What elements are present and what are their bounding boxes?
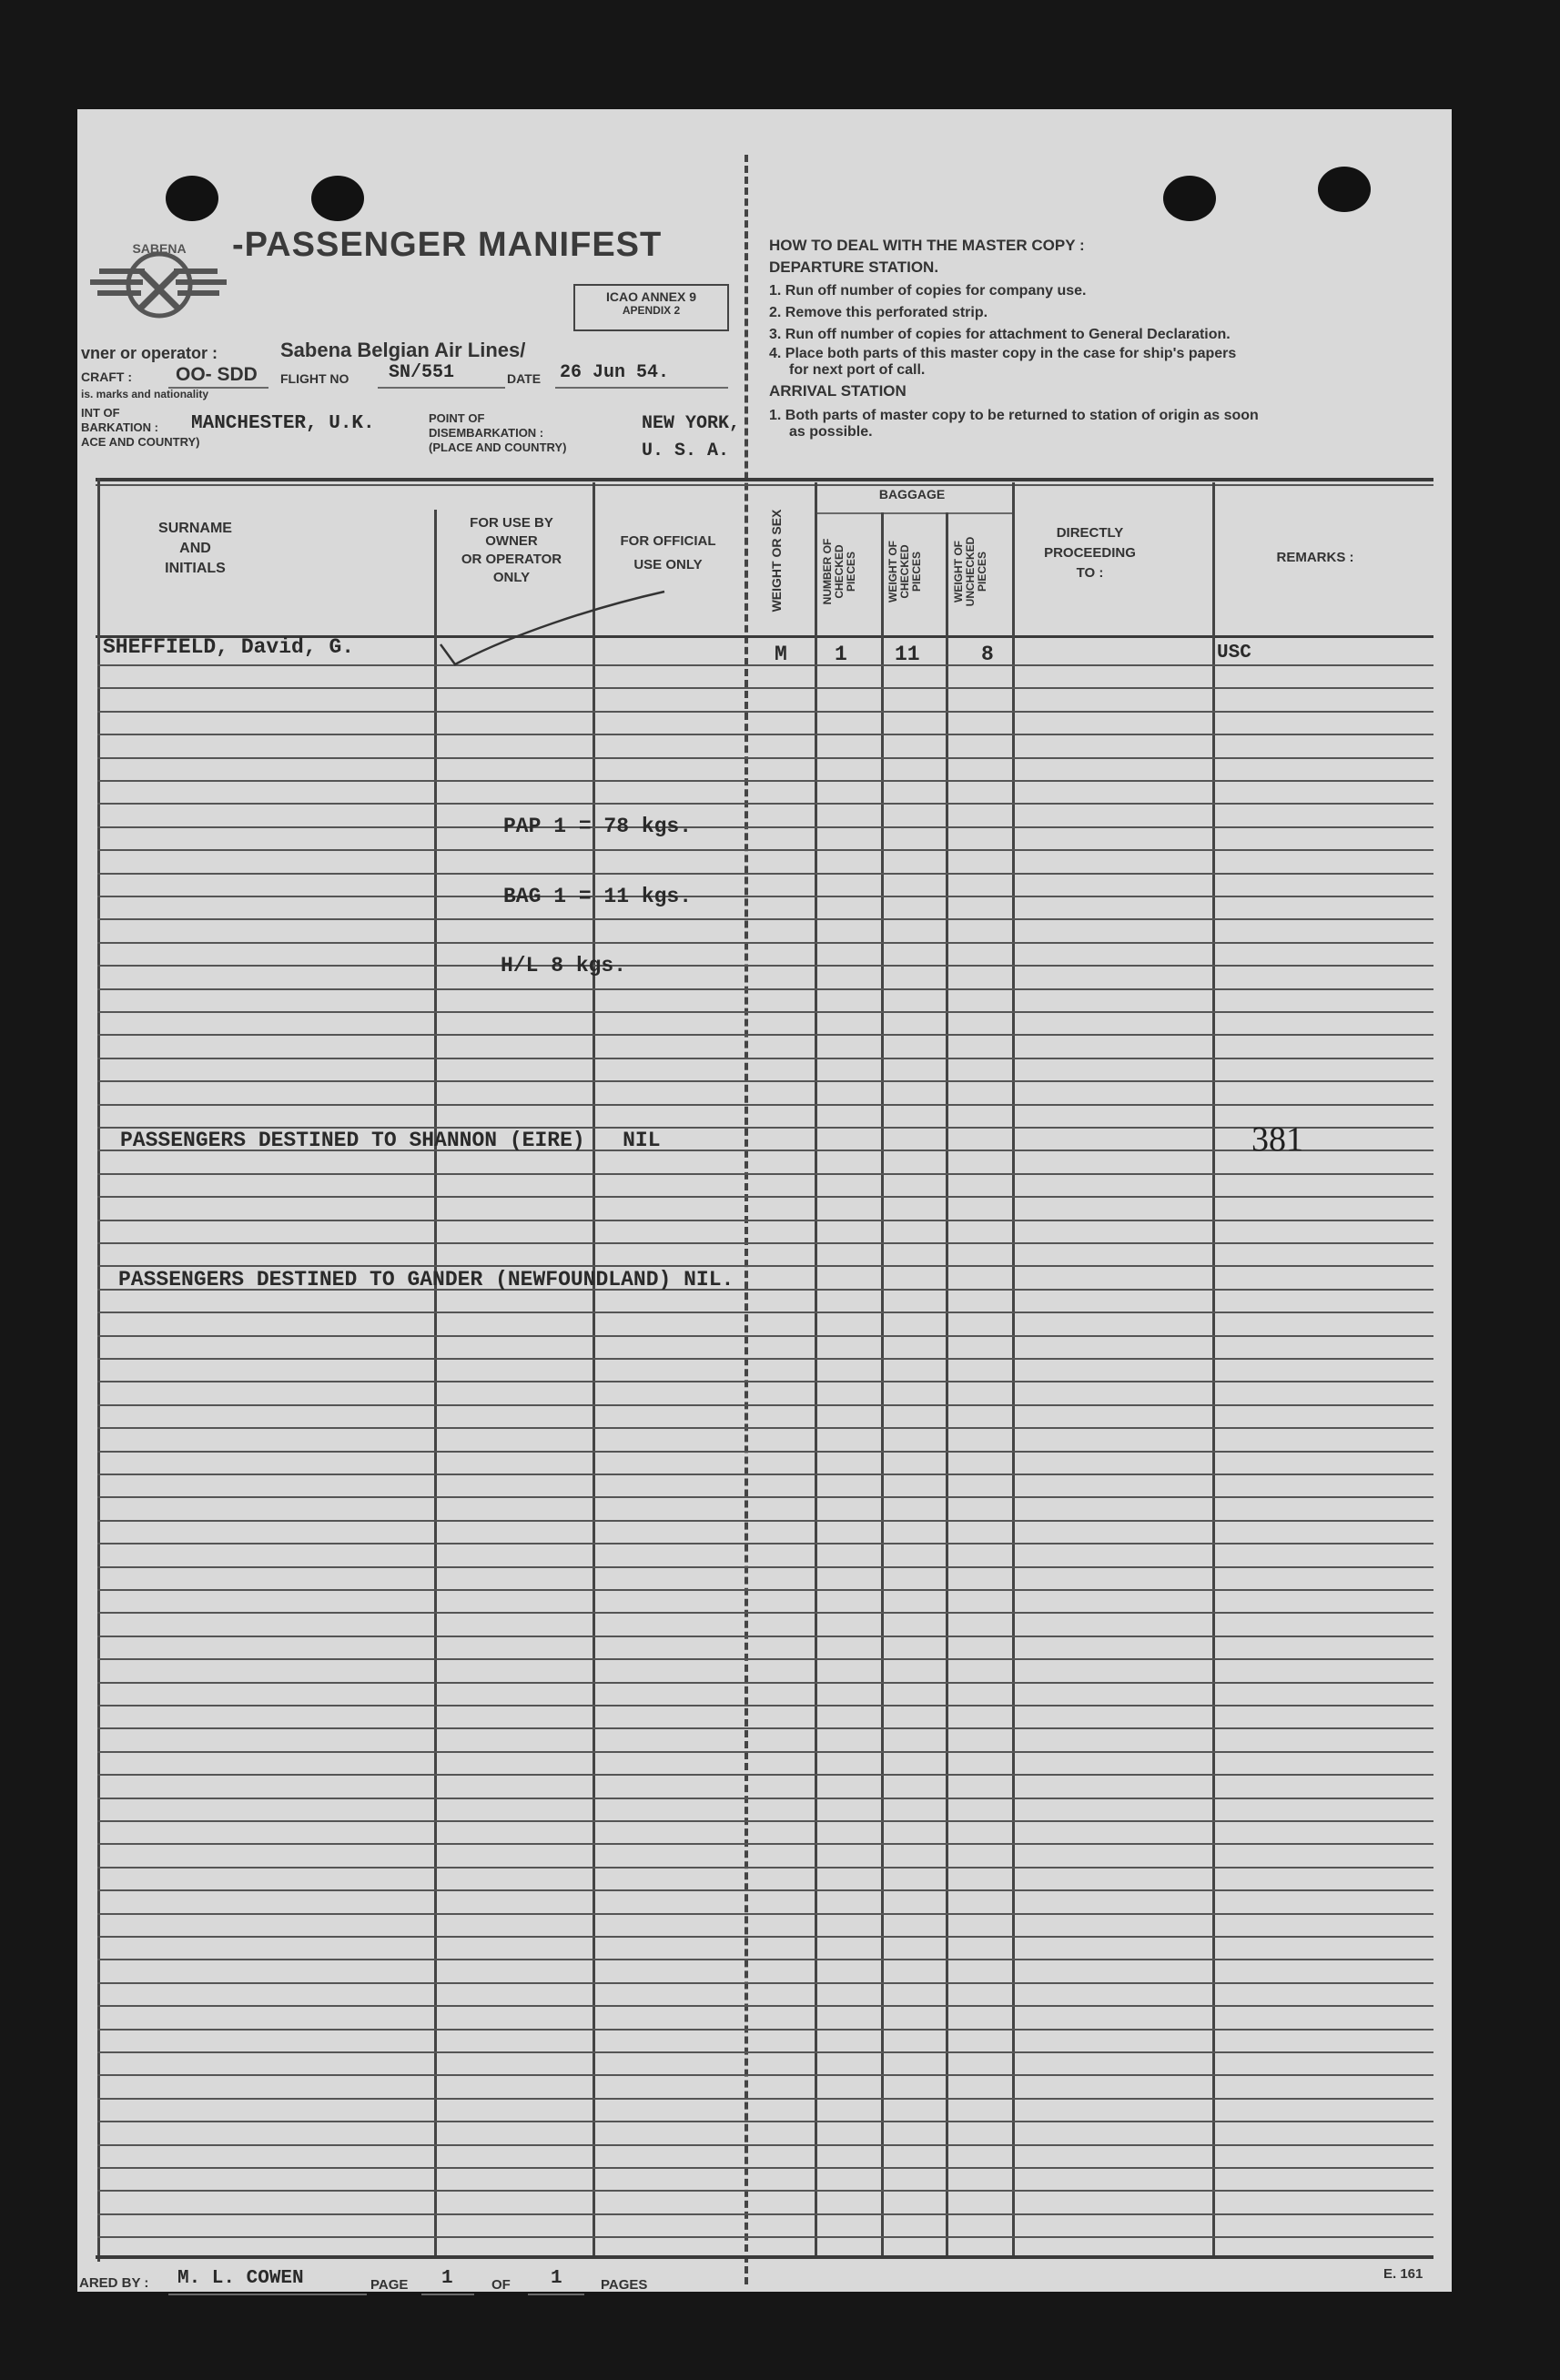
row-rule [97,1705,1433,1707]
row-rule [97,2190,1433,2192]
gander-line: PASSENGERS DESTINED TO GANDER (NEWFOUNDLAND) NIL. [118,1268,734,1291]
bag-entry: BAG 1 = 11 kgs. [503,885,693,908]
row-rule [97,2029,1433,2031]
row-rule [97,1173,1433,1175]
row-rule [97,1727,1433,1729]
sabena-logo-icon [90,235,227,335]
embark-label-1: INT OF [81,406,120,420]
of-label: OF [491,2277,511,2293]
row-rule [97,1034,1433,1036]
row-rule [97,1496,1433,1498]
embark-label-3: ACE AND COUNTRY) [81,435,200,449]
row-rule [97,1381,1433,1382]
craft-note: is. marks and nationality [81,388,209,400]
departure-item: 2. Remove this perforated strip. [769,305,988,320]
instructions-block [769,237,1424,441]
row-rule [97,1011,1433,1013]
owner-label: vner or operator : [81,344,218,362]
punch-hole [311,176,364,221]
row-rule [97,1242,1433,1244]
row-rule [97,780,1433,782]
disembark-value-1: NEW YORK, [642,413,741,434]
arrival-heading: ARRIVAL STATION [769,382,907,400]
row-rule [97,1889,1433,1891]
arrival-item: 1. Both parts of master copy to be returned to station of origin as soon [769,408,1259,423]
flight-value: SN/551 [389,362,455,383]
row-rule [97,1798,1433,1799]
passenger-wt-checked: 11 [895,643,920,666]
row-rule [97,2074,1433,2076]
row-rule [97,965,1433,967]
passenger-num-pieces: 1 [835,643,847,666]
owner-value: Sabena Belgian Air Lines/ [280,339,526,361]
row-rule [97,849,1433,851]
embark-label-2: BARKATION : [81,420,158,434]
row-rule [97,664,1433,666]
col-wt-unchecked: WEIGHT OF UNCHECKED PIECES [952,536,988,607]
row-rule [97,734,1433,735]
date-value: 26 Jun 54. [560,362,670,383]
date-label: DATE [507,371,542,386]
annex-line-1: ICAO ANNEX 9 [605,289,697,304]
row-rule [97,1080,1433,1082]
row-rule [97,873,1433,875]
departure-item: 3. Run off number of copies for attachment to General Declaration. [769,327,1231,342]
prepared-by-value: M. L. COWEN [177,2268,304,2289]
departure-heading: DEPARTURE STATION. [769,258,939,276]
check-mark-icon [437,590,674,672]
row-rule [97,1220,1433,1221]
departure-item: for next port of call. [789,362,926,378]
punch-hole [166,176,218,221]
row-rule [97,1335,1433,1337]
departure-item: 4. Place both parts of this master copy in the case for ship's papers [769,346,1237,361]
shannon-line: PASSENGERS DESTINED TO SHANNON (EIRE) NIL [120,1129,661,1152]
manifest-sheet [77,109,1452,2292]
row-rule [97,711,1433,713]
row-rule [97,1936,1433,1938]
logo-text: SABENA [132,241,187,256]
row-rule [97,687,1433,689]
disembark-value-2: U. S. A. [642,441,730,461]
page-label: PAGE [370,2277,409,2293]
disembark-label-1: POINT OF [429,411,485,425]
row-rule [97,2144,1433,2146]
col-directly-proceeding: DIRECTLY PROCEEDING TO : [1044,525,1136,581]
row-rule [97,2051,1433,2053]
row-rule [97,1682,1433,1684]
departure-item: 1. Run off number of copies for company use. [769,283,1087,299]
col-official-use: FOR OFFICIAL USE ONLY [620,533,716,572]
flight-label: FLIGHT NO [280,371,349,386]
instructions-heading: HOW TO DEAL WITH THE MASTER COPY : [769,237,1085,254]
annex-box [573,284,729,331]
punch-hole [1318,167,1371,212]
row-rule [97,2005,1433,2007]
row-rule [97,1427,1433,1429]
annex-line-2: APENDIX 2 [622,304,681,317]
shannon-number: 381 [1251,1120,1303,1159]
row-rule [97,2213,1433,2215]
row-rule [97,1451,1433,1453]
col-wt-checked: WEIGHT OF CHECKED PIECES [886,541,923,603]
craft-label: CRAFT : [81,370,132,384]
row-rule [97,1820,1433,1822]
row-rule [97,1058,1433,1059]
row-rule [97,1474,1433,1475]
punch-hole [1163,176,1216,221]
row-rule [97,2121,1433,2122]
row-rule [97,1520,1433,1522]
row-rule [97,2236,1433,2238]
row-rule [97,2167,1433,2169]
row-rule [97,1658,1433,1660]
row-rule [97,1196,1433,1198]
row-rule [97,1636,1433,1637]
of-value: 1 [551,2268,562,2289]
row-rule [97,1867,1433,1869]
hl-entry: H/L 8 kgs. [501,954,627,977]
passenger-remarks: USC [1217,643,1251,663]
row-rule [97,2098,1433,2100]
row-rule [97,1751,1433,1753]
passenger-sex: M [775,643,787,666]
row-rule [97,1982,1433,1984]
row-rule [97,757,1433,759]
row-rule [97,988,1433,990]
form-code: E. 161 [1383,2266,1423,2282]
passenger-name: SHEFFIELD, David, G. [103,635,355,659]
row-rule [97,1612,1433,1614]
row-rule [97,896,1433,897]
row-rule [97,1913,1433,1915]
page-value: 1 [441,2268,453,2289]
row-rule [97,1404,1433,1406]
disembark-label-3: (PLACE AND COUNTRY) [429,441,567,454]
arrival-item: as possible. [789,424,873,440]
pap-entry: PAP 1 = 78 kgs. [503,815,693,838]
col-surname: SURNAME AND INITIALS [158,521,232,576]
row-rule [97,1265,1433,1267]
row-rule [97,1104,1433,1106]
manifest-title: -PASSENGER MANIFEST [232,226,663,264]
col-remarks: REMARKS : [1276,550,1354,565]
disembark-label-2: DISEMBARKATION : [429,426,544,440]
row-rule [97,1566,1433,1568]
row-rule [97,1358,1433,1360]
row-rule [97,918,1433,920]
passenger-wt-unchecked: 8 [981,643,994,666]
row-rule [97,1843,1433,1845]
row-rule [97,803,1433,805]
row-rule [97,1959,1433,1960]
col-baggage: BAGGAGE [878,487,946,501]
row-rule [97,1774,1433,1776]
row-rule [97,826,1433,828]
pages-label: PAGES [601,2277,648,2293]
col-num-checked: NUMBER OF CHECKED PIECES [821,538,857,605]
col-owner-use: FOR USE BY OWNER OR OPERATOR ONLY [461,515,562,585]
row-rule [97,1589,1433,1591]
prepared-by-label: ARED BY : [79,2275,149,2291]
row-rule [97,942,1433,944]
col-weight-sex: WEIGHT OR SEX [769,509,784,613]
embark-value: MANCHESTER, U.K. [191,413,375,434]
row-rule [97,1543,1433,1544]
row-rule [97,1312,1433,1313]
craft-value: OO- SDD [176,364,258,385]
